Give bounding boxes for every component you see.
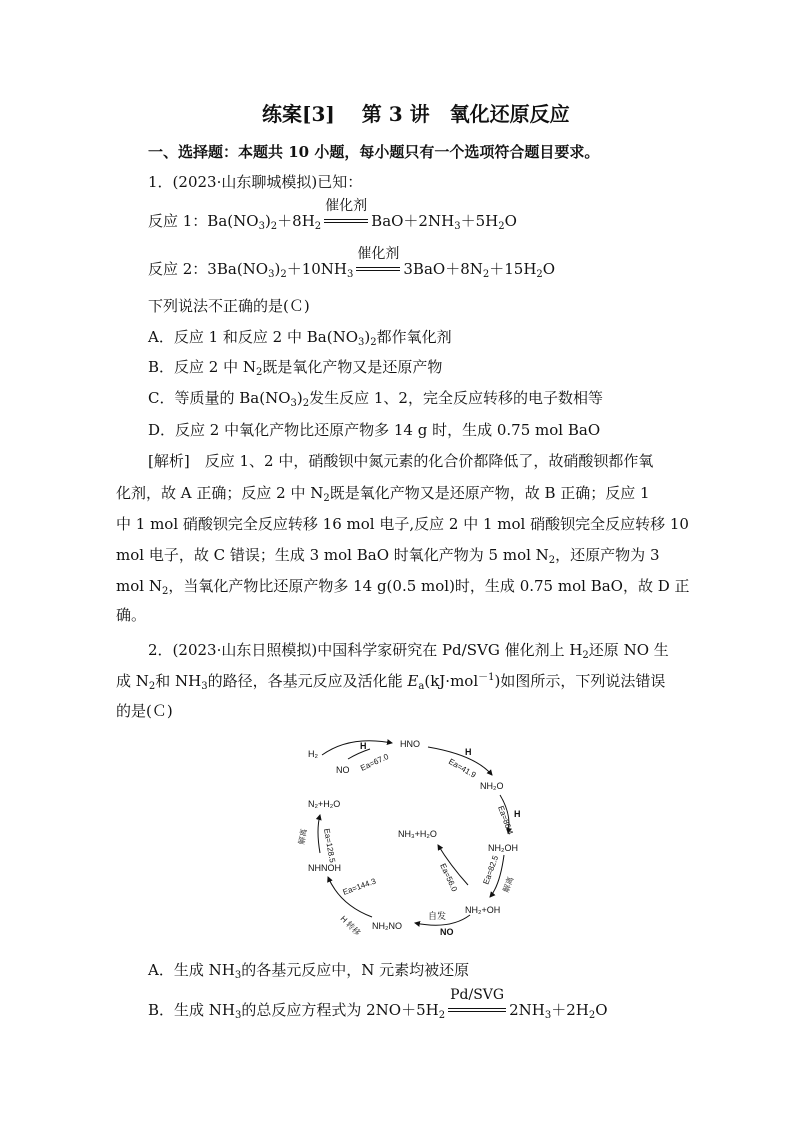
label-nh2oh: NH₂OH xyxy=(488,843,518,853)
q2-line-3: 的是(Ｃ) xyxy=(116,702,173,720)
label-h-2: H xyxy=(465,747,472,757)
label-ea-82: Ea=82.5 xyxy=(481,854,501,886)
label-ea-41: Ea=41.9 xyxy=(447,756,478,780)
reaction-2: 反应 2：$3Ba(NO_3)_2+10NH_3$ 催化剂 $3BaO+8N_2+15H_2O$ xyxy=(148,246,556,280)
reaction-pathway-diagram xyxy=(297,735,550,940)
label-h-transfer: H 转移 xyxy=(338,914,362,938)
arrow-no-input xyxy=(348,749,370,759)
label-nh2no: NH₂NO xyxy=(372,921,402,931)
catalyst-arrow: 催化剂 xyxy=(322,208,370,228)
label-hno: HNO xyxy=(400,739,420,749)
label-dissoc-left: 解离 xyxy=(297,828,309,846)
page-title: 练案[3] 第 3 讲 氧化还原反应 xyxy=(262,102,570,126)
label-ea-128: Ea=128.5 xyxy=(322,827,337,864)
q1-stem: 1．(2023·山东聊城模拟)已知： xyxy=(148,173,363,191)
arrow-h2-to-hno xyxy=(322,741,392,755)
section-header: 一、选择题：本题共 10 小题，每小题只有一个选项符合题目要求。 xyxy=(148,143,600,161)
label-no-top: NO xyxy=(336,765,350,775)
label-dissoc-right: 解离 xyxy=(501,875,516,894)
q2-line-2: 成 $N_2$和 $NH_3$的路径，各基元反应及活化能 $E_a(kJ\cdot mol^{-1})$如图所示，下列说法错误 xyxy=(116,672,666,692)
q1-ask: 下列说法不正确的是(Ｃ) xyxy=(148,297,310,315)
reaction-1: 反应 1：$Ba(NO_3)_2+8H_2$ 催化剂 $BaO+2NH_3+5H_2O$ xyxy=(148,198,517,232)
q1-option-a: A．反应 1 和反应 2 中 $Ba(NO_3)_2$都作氧化剂 xyxy=(148,328,452,348)
label-ea-86: Ea=86.4 xyxy=(496,804,515,836)
analysis-line-5: mol $N_2$，当氧化产物比还原产物多 14 g(0.5 mol)时，生成 0.75 mol BaO，故 D 正 xyxy=(116,577,690,597)
label-ea-144: Ea=144.3 xyxy=(341,876,378,897)
label-h-1: H xyxy=(360,741,367,751)
label-n2-h2o: N₂+H₂O xyxy=(308,799,341,809)
q1-option-c: C．等质量的 $Ba(NO_3)_2$发生反应 1、2，完全反应转移的电子数相等 xyxy=(148,389,603,409)
label-h2: H₂ xyxy=(308,749,318,759)
q2-line-1: 2．(2023·山东日照模拟)中国科学家研究在 Pd/SVG 催化剂上 $H_2$还原 NO 生 xyxy=(148,641,669,661)
label-nh2o: NH₂O xyxy=(480,781,504,791)
label-nh2-oh: NH₂+OH xyxy=(465,905,501,915)
label-h-3: H xyxy=(514,809,521,819)
analysis-tag: [解析] xyxy=(148,452,190,470)
catalyst-arrow: Pd/SVG xyxy=(446,997,508,1017)
q2-option-b: B．生成 $NH_3$的总反应方程式为 $2NO+5H_2$ Pd/SVG $2NH_3+2H_2O$ xyxy=(148,987,608,1021)
label-spontaneous: 自发 xyxy=(428,911,447,921)
label-ea-56: Ea=56.0 xyxy=(438,862,460,894)
label-no-bottom: NO xyxy=(440,927,454,937)
q2-option-a: A．生成 $NH_3$的各基元反应中，N 元素均被还原 xyxy=(148,961,470,981)
analysis-line-4: mol 电子，故 C 错误；生成 3 mol BaO 时氧化产物为 5 mol $N_2$，还原产物为 3 xyxy=(116,546,660,566)
analysis-line-3: 中 1 mol 硝酸钡完全反应转移 16 mol 电子,反应 2 中 1 mol 硝酸钡完全反应转移 10 xyxy=(116,515,689,533)
arrow-to-n2-h2o xyxy=(318,815,320,853)
analysis-line-1: [解析] 反应 1、2 中，硝酸钡中氮元素的化合价都降低了，故硝酸钡都作氧 xyxy=(148,452,654,470)
label-nh3-h2o: NH₃+H₂O xyxy=(398,829,437,839)
label-ea-67: Ea=67.0 xyxy=(359,751,391,773)
q1-option-d: D．反应 2 中氧化产物比还原产物多 14 g 时，生成 0.75 mol BaO xyxy=(148,421,601,439)
q1-option-b: B．反应 2 中 $N_2$既是氧化产物又是还原产物 xyxy=(148,358,443,378)
analysis-line-6: 确。 xyxy=(116,606,147,624)
analysis-line-2: 化剂，故 A 正确；反应 2 中 $N_2$既是氧化产物又是还原产物，故 B 正确；反应 1 xyxy=(116,484,650,504)
catalyst-arrow: 催化剂 xyxy=(354,256,402,276)
label-nhnoh: NHNOH xyxy=(308,863,341,873)
